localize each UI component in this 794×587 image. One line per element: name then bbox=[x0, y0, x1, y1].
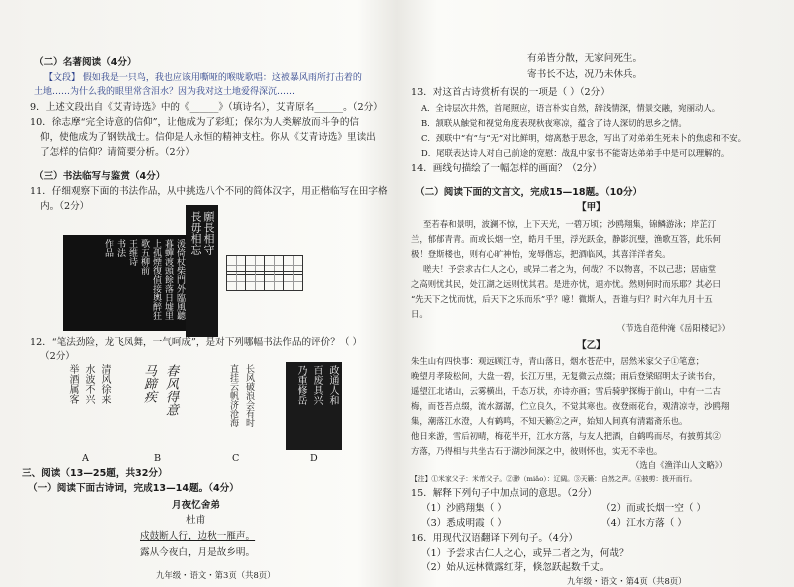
grid-cell[interactable] bbox=[283, 271, 303, 291]
right-page bbox=[397, 0, 794, 587]
grid-cell[interactable] bbox=[245, 271, 265, 291]
poem-title: 月夜忆舍弟 bbox=[172, 500, 220, 511]
question-13-option-b: B．颔联从触觉和视觉角度表现秋夜寒凉，蕴含了诗人深切的思乡之情。 bbox=[421, 118, 687, 128]
question-16: 16．用现代汉语翻译下列句子。（4分） bbox=[411, 533, 579, 544]
calligraphy-column: 水波不兴 bbox=[83, 364, 94, 404]
question-13-option-a: A．全诗层次井然，首尾照应，语言朴实自然，辞浅情深，情景交融，宛丽动人。 bbox=[421, 103, 721, 113]
poem-line-underlined: 戍鼓断人行，边秋一雁声。 bbox=[140, 531, 256, 542]
option-a-artwork bbox=[58, 362, 114, 450]
calligraphy-column: 王维诗 bbox=[127, 239, 137, 266]
subsection-classical-title: （二）阅读下面的文言文，完成15—18题。（10分） bbox=[415, 187, 643, 198]
calligraphy-column: 直挂云帆济沧海 bbox=[228, 364, 238, 427]
calligraphy-column: 歌五柳前 bbox=[139, 239, 149, 275]
question-14: 14．画线句描绘了一幅怎样的画面？（2分） bbox=[411, 163, 602, 174]
question-10-line: 了怎样的信仰？请简要分析。（2分） bbox=[40, 147, 195, 158]
question-12-line: （2分） bbox=[40, 351, 75, 362]
calligraphy-column: 暮蟬渡頭餘落日墟里 bbox=[163, 239, 173, 320]
passage-jia-source: （节选自范仲淹《岳阳楼记》） bbox=[617, 323, 731, 333]
grid-cell[interactable] bbox=[226, 271, 246, 291]
poem-line: 有弟皆分散，无家问死生。 bbox=[527, 53, 643, 64]
question-13: 13．对这首古诗赏析有误的一项是（ ）（2分） bbox=[411, 87, 610, 98]
passage-yi-line: 方落，乃得相与共坐古石于湖沙间深之中，彼则怀也，实无不幸也。 bbox=[411, 446, 663, 456]
option-label-d: D bbox=[310, 453, 318, 464]
calligraphy-column: 長毋相忘 bbox=[189, 211, 202, 255]
passage-yi-source: （选自《渔洋山人文略》） bbox=[631, 460, 728, 470]
passage-jia-label: 【甲】 bbox=[577, 202, 606, 213]
question-10-line: 10．徐志摩“完全诗意的信仰”，让他成为了彩虹；保尔为人类解放而斗争的信 bbox=[30, 117, 360, 128]
page-footer: 九年级・语文・第3页（共8页） bbox=[156, 570, 276, 580]
calligraphy-column: 政通人和 bbox=[327, 365, 338, 405]
subsection-poem-title: （一）阅读下面古诗词，完成13—14题。（4分） bbox=[28, 483, 239, 494]
passage-line: 【文段】 假如我是一只鸟，我也应该用嘶哑的喉咙歌唱：这被暴风雨所打击着的 bbox=[44, 73, 362, 83]
option-label-a: A bbox=[82, 453, 89, 464]
question-15-item: （2）而或长烟一空（ ） bbox=[601, 503, 707, 514]
calligraphy-artwork-2 bbox=[186, 205, 218, 337]
calligraphy-column: 百废具兴 bbox=[311, 365, 322, 405]
passage-notes: 【注】①米家父子：米芾父子。②渺（miǎo）：辽阔。③天籁：自然之声。④披剪：拨开而行。 bbox=[411, 475, 697, 483]
question-16-item: （2）始从远林微露红芽，倏忽跃起数千丈。 bbox=[421, 562, 610, 573]
passage-yi-label: 【乙】 bbox=[577, 340, 606, 351]
passage-yi-line: 梅，而苍苔点缀，流水潺潺，伫立良久，不觉其寒也。夜登雨花台，观清凉寺，沙鸥翔 bbox=[411, 401, 730, 411]
poem-author: 杜甫 bbox=[186, 515, 206, 526]
passage-jia-line: 兰，郁郁青青。而或长烟一空，皓月千里，浮光跃金，静影沉璧，渔歌互答，此乐何 bbox=[411, 234, 721, 244]
question-16-item: （1）予尝求古仁人之心，或异二者之为，何哉？ bbox=[421, 548, 629, 559]
passage-jia-line: 嗟夫！予尝求古仁人之心，或异二者之为，何哉？不以物喜，不以己悲；居庙堂 bbox=[423, 264, 717, 274]
calligraphy-column: 上孤煙復值接輿醉狂 bbox=[151, 239, 161, 320]
calligraphy-column: 乃重修岳 bbox=[295, 365, 306, 405]
calligraphy-column: 举酒属客 bbox=[67, 364, 78, 404]
passage-yi-line: 遥望江北诸山，云雾横出，千态万状，亦诗亦画；雪后骑驴探梅于前山，中有一二古 bbox=[411, 386, 721, 396]
question-15-item: （4）江水方落（ ） bbox=[601, 518, 687, 529]
grid-cell[interactable] bbox=[264, 271, 284, 291]
question-13-option-d: D．尾联表达诗人对自己前途的宽慰：战乱中家书不能寄达弟弟手中是可以理解的。 bbox=[421, 148, 730, 158]
passage-jia-line: 极！登斯楼也，则有心旷神怡，宠辱偕忘，把酒临风，其喜洋洋者矣。 bbox=[411, 249, 671, 259]
passage-line: 土地……为什么我的眼里常含泪水？因为我对这土地爱得深沉…… bbox=[34, 87, 296, 97]
option-label-c: C bbox=[232, 453, 240, 464]
section-famous-works-title: （二）名著阅读（4分） bbox=[34, 57, 137, 68]
passage-yi-line: 朱生山有四快事：观远顾江寺，青山落日，烟水苍茫中，居然米家父子①笔意； bbox=[411, 356, 705, 366]
calligraphy-column: 願長相守 bbox=[202, 211, 215, 255]
calligraphy-column: 长风破浪会有时 bbox=[244, 364, 254, 427]
passage-jia-line: 至若春和景明，波澜不惊，上下天光，一碧万顷；沙鸥翔集，锦鳞游泳；岸芷汀 bbox=[423, 219, 717, 229]
calligraphy-column: 作品 bbox=[103, 239, 113, 257]
calligraphy-column: 湲倚杖柴門外臨風聽 bbox=[175, 239, 185, 320]
question-15-item: （3）悉成明霞（ ） bbox=[421, 518, 507, 529]
section-calligraphy-title: （三）书法临写与鉴赏（4分） bbox=[34, 171, 166, 182]
option-c-artwork bbox=[206, 362, 262, 450]
passage-jia-line: 日。 bbox=[411, 309, 428, 319]
tianzige-grid[interactable] bbox=[226, 255, 396, 289]
question-10-line: 仰，使他成为了钢铁战士。信仰是人永恒的精神支柱。你从《艾青诗选》里读出 bbox=[40, 132, 376, 143]
page-footer: 九年级・语文・第4页（共8页） bbox=[567, 576, 687, 586]
passage-yi-line: 他日来游，雪后初晴，梅花半开，江水方落，与友人把酒，自鹤鸣而尽，有披剪其② bbox=[411, 431, 721, 441]
passage-jia-line: 之高则忧其民，处江湖之远则忧其君。是进亦忧，退亦忧。然则何时而乐耶？其必曰 bbox=[411, 279, 721, 289]
calligraphy-column: 书法 bbox=[115, 239, 125, 257]
section-reading-title: 三、阅读（13—25题，共32分） bbox=[22, 468, 168, 479]
calligraphy-column: 马蹄疾 bbox=[141, 364, 156, 403]
passage-yi-line: 集，潮落江水澄，人有鹤鸣，不知天籁②之声，始知人间真有清霜斋乐也。 bbox=[411, 416, 688, 426]
option-d-artwork bbox=[286, 362, 342, 450]
question-12-line: 12．“笔法劲险，龙飞凤舞，一气呵成”，是对下列哪幅书法作品的评价？（ ） bbox=[30, 337, 363, 348]
option-label-b: B bbox=[154, 453, 162, 464]
poem-line: 寄书长不达，况乃未休兵。 bbox=[527, 69, 643, 80]
calligraphy-column: 清风徐来 bbox=[99, 364, 110, 404]
calligraphy-column: 春风得意 bbox=[163, 364, 178, 416]
question-15-item: （1）沙鸥翔集（ ） bbox=[421, 503, 507, 514]
question-9: 9．上述文段出自《艾青诗选》中的《______》（填诗名），艾青原名______。（2分） bbox=[30, 102, 383, 113]
poem-line: 露从今夜白，月是故乡明。 bbox=[140, 547, 256, 558]
passage-jia-line: “先天下之忧而忧，后天下之乐而乐”乎？噫！微斯人，吾谁与归？时六年九月十五 bbox=[411, 294, 713, 304]
passage-yi-line: 晚望月孝陵松间，大盘一碧，长江万里，无复微云点缀；雨后登梁昭明太子读书台， bbox=[411, 371, 721, 381]
question-11-line: 11．仔细观察下面的书法作品，从中挑选八个不同的简体汉字，用正楷临写在田字格 bbox=[30, 186, 388, 197]
question-11-line: 内。（2分） bbox=[40, 201, 90, 212]
question-13-option-c: C．颈联中“有”与“无”对比鲜明，熔离愁于思念，写出了对弟弟生死未卜的焦虑和不安。 bbox=[421, 133, 747, 143]
question-15: 15．解释下列句子中加点词的意思。（2分） bbox=[411, 488, 598, 499]
option-b-artwork bbox=[128, 362, 184, 450]
